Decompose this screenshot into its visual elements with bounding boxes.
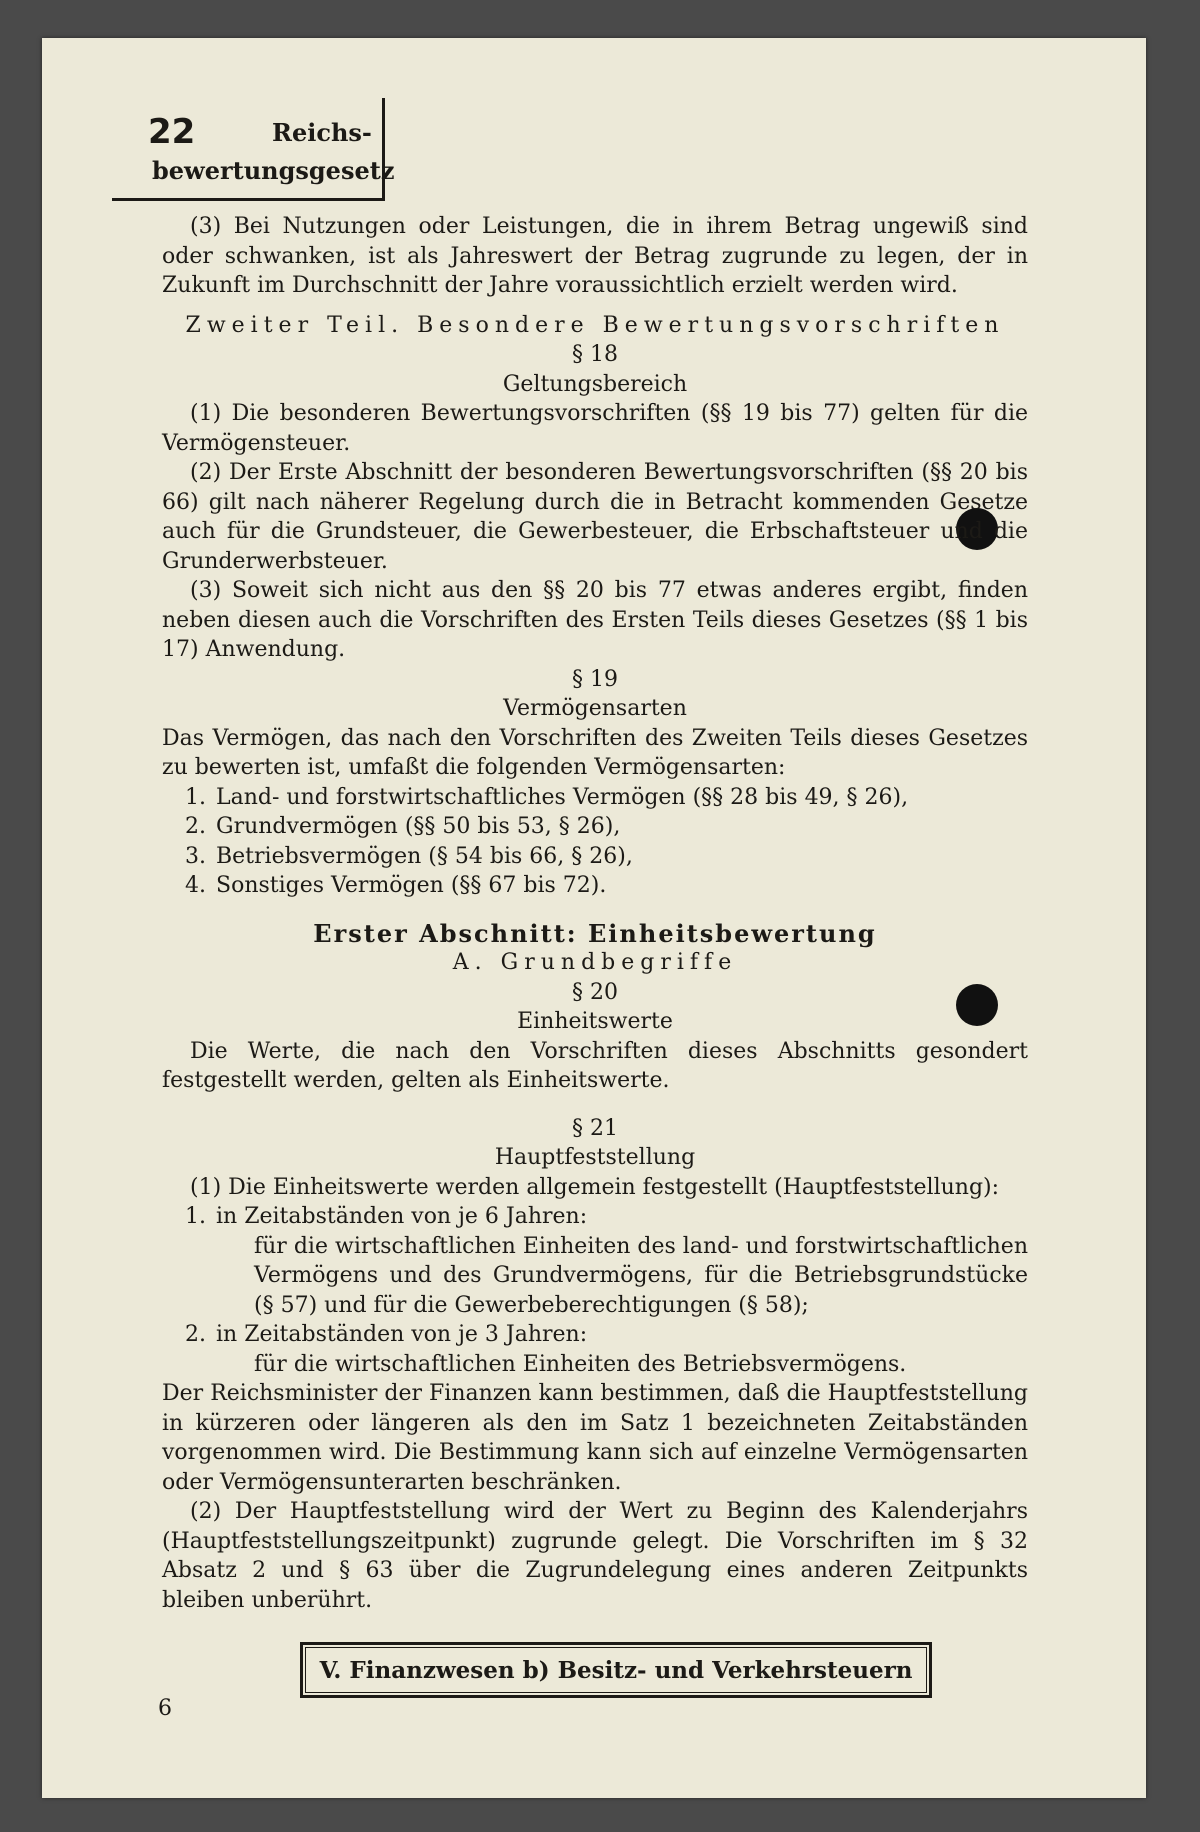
paragraph: (1) Die Einheitswerte werden allgemein festgestellt (Hauptfeststellung): <box>190 1174 1000 1200</box>
running-header <box>112 98 395 201</box>
section-number: § 21 <box>572 1115 618 1141</box>
header-title-line1: Reichs- <box>272 118 372 147</box>
section-number: § 19 <box>572 666 618 692</box>
paragraph: (2) Der Erste Abschnitt der besonderen Bewertungsvorschriften (§§ 20 bis 66) gilt nach näherer Regelung durch die in Betracht kommenden Gesetze auch für die Grundsteuer, die Gewerbesteuer, die Erbschaftsteuer und die Grunderwerbsteuer. <box>162 460 1028 574</box>
list-item <box>162 842 1028 872</box>
paragraph: (2) Der Hauptfeststellung wird der Wert zu Beginn des Kalenderjahrs (Hauptfeststellungszeitpunkt) zugrunde gelegt. Die Vorschriften im § 32 Absatz 2 und § 63 über die Zugrundelegung eines anderen Zeitpunkts bleiben unberührt. <box>162 1499 1028 1613</box>
section-number: § 18 <box>572 342 618 367</box>
list-item-number: 3. <box>185 843 206 869</box>
paragraph: (3) Bei Nutzungen oder Leistungen, die in ihrem Betrag ungewiß sind oder schwanken, ist als Jahreswert der Betrag zugrunde zu legen, der in Zukunft im Durchschnitt der Jahre voraussichtlich erzielt werden wird. <box>162 214 1028 298</box>
list-item-number: 2. <box>185 1322 206 1347</box>
list-item <box>162 871 1028 901</box>
list-item-detail: für die wirtschaftlichen Einheiten des land- und forstwirtschaftlichen Vermögens und des Grundvermögens, für die Betriebsgrundstücke (§ 57) und für die Gewerbeberechtigungen (§ 58); <box>254 1233 1028 1318</box>
paragraph: Die Werte, die nach den Vorschriften dieses Abschnitts gesondert festgestellt werden, gelten als Einheitswerte. <box>162 1038 1028 1093</box>
header-page-number: 22 <box>148 112 196 152</box>
paragraph: (3) Soweit sich nicht aus den §§ 20 bis 77 etwas anderes ergibt, finden neben diesen auch die Vorschriften des Ersten Teils dieses Gesetzes (§§ 1 bis 17) Anwendung. <box>162 578 1028 662</box>
list-item-text: Grundvermögen (§§ 50 bis 53, § 26), <box>216 814 621 839</box>
interval-list <box>162 1202 1028 1379</box>
document-body <box>162 212 1028 1615</box>
list-item-number: 2. <box>185 814 206 839</box>
list-item-number: 1. <box>185 1204 206 1229</box>
section-title: Geltungsbereich <box>502 371 688 397</box>
paragraph: Der Reichsminister der Finanzen kann bestimmen, daß die Hauptfeststellung in kürzeren oder längeren als den im Satz 1 bezeichneten Zeitabständen vorgenommen wird. Die Bestimmung kann sich auf einzelne Vermögensarten oder Vermögensunterarten beschränken. <box>162 1381 1028 1495</box>
list-item <box>162 1320 1028 1350</box>
list-item-detail: für die wirtschaftlichen Einheiten des Betriebsvermögens. <box>254 1351 907 1377</box>
list-item-text: in Zeitabständen von je 3 Jahren: <box>216 1322 588 1347</box>
part-heading: Zweiter Teil. Besondere Bewertungsvorschriften <box>185 312 1005 338</box>
section-number: § 20 <box>572 979 618 1005</box>
list-item-text: in Zeitabständen von je 6 Jahren: <box>216 1204 588 1229</box>
chapter-heading: Erster Abschnitt: Einheitsbewertung <box>313 918 877 948</box>
list-item-text: Land- und forstwirtschaftliches Vermögen (§§ 28 bis 49, § 26), <box>216 784 909 810</box>
paragraph: (1) Die besonderen Bewertungsvorschriften (§§ 19 bis 77) gelten für die Vermögensteuer. <box>162 401 1028 456</box>
section-title: Einheitswerte <box>517 1009 673 1034</box>
header-title-line2: bewertungsgesetz <box>152 156 395 185</box>
list-item-number: 4. <box>185 873 206 898</box>
list-item-text: Sonstiges Vermögen (§§ 67 bis 72). <box>216 873 607 898</box>
list-item-number: 1. <box>185 784 206 810</box>
subchapter-heading: A. Grundbegriffe <box>452 950 738 975</box>
page-number: 6 <box>158 1696 172 1721</box>
list-item <box>162 783 1028 813</box>
section-footer-box: V. Finanzwesen b) Besitz- und Verkehrsteuern <box>300 1642 932 1698</box>
asset-type-list <box>162 783 1028 901</box>
list-item <box>162 1202 1028 1232</box>
section-title: Hauptfeststellung <box>494 1145 696 1170</box>
list-item <box>162 812 1028 842</box>
paragraph: Das Vermögen, das nach den Vorschriften des Zweiten Teils dieses Gesetzes zu bewerten ist, umfaßt die folgenden Vermögensarten: <box>162 725 1028 780</box>
list-item-text: Betriebsvermögen (§ 54 bis 66, § 26), <box>216 843 633 869</box>
section-title: Vermögensarten <box>503 696 687 721</box>
